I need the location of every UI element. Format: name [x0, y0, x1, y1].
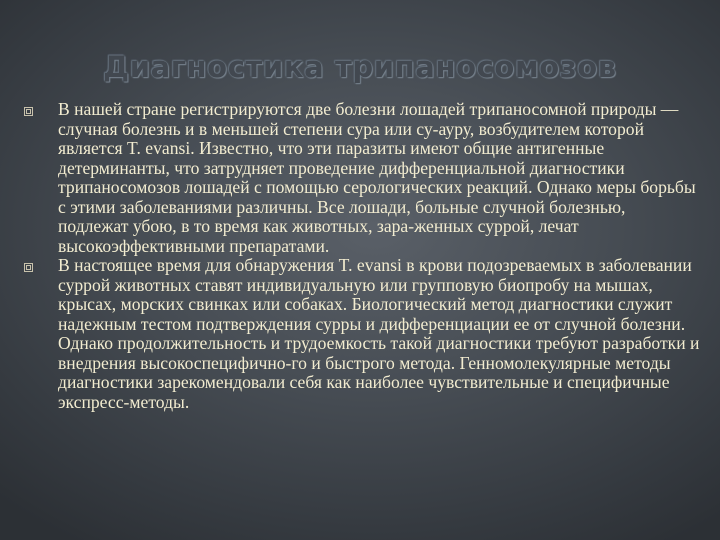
bullet-text: В нашей стране регистрируются две болезни лошадей трипаносомной природы — случная болезнь и в меньшей степени сура или су-ауру, возбудителем которой является T. evansi. Известно, что эти паразиты имеют общие антигенные детерминанты, что затрудняет проведение дифференциальной диагностики трипаносомозов лошадей с помощью серологических реакций. Однако меры борьбы с этими заболеваниями различны. Все лошади, больные случной болезнью, подлежат убою, в то время как животных, зара-женных суррой, лечат высокоэффективными препаратами. — [58, 99, 696, 256]
bullet-text: В настоящее время для обнаружения T. evansi в крови подозреваемых в заболевании суррой животных ставят индивидуальную или групповую биопробу на мышах, крысах, морских свинках или собаках. Биологический метод диагностики служит надежным тестом подтверждения сурры и дифференциации ее от случной болезни. Однако продолжительность и трудоемкость такой диагностики требуют разработки и внедрения высокоспецифично-го и быстрого метода. Генномолекулярные методы диагностики зарекомендовали себя как наиболее чувствительные и специфичные экспресс-методы. — [58, 255, 700, 412]
slide-body — [24, 100, 700, 412]
bullet-item-2 — [24, 256, 700, 412]
square-bullet-icon — [24, 107, 33, 116]
bullet-item-1 — [24, 100, 700, 256]
square-bullet-icon — [24, 263, 33, 272]
slide-title: Диагностика трипаносомозов — [103, 50, 617, 84]
